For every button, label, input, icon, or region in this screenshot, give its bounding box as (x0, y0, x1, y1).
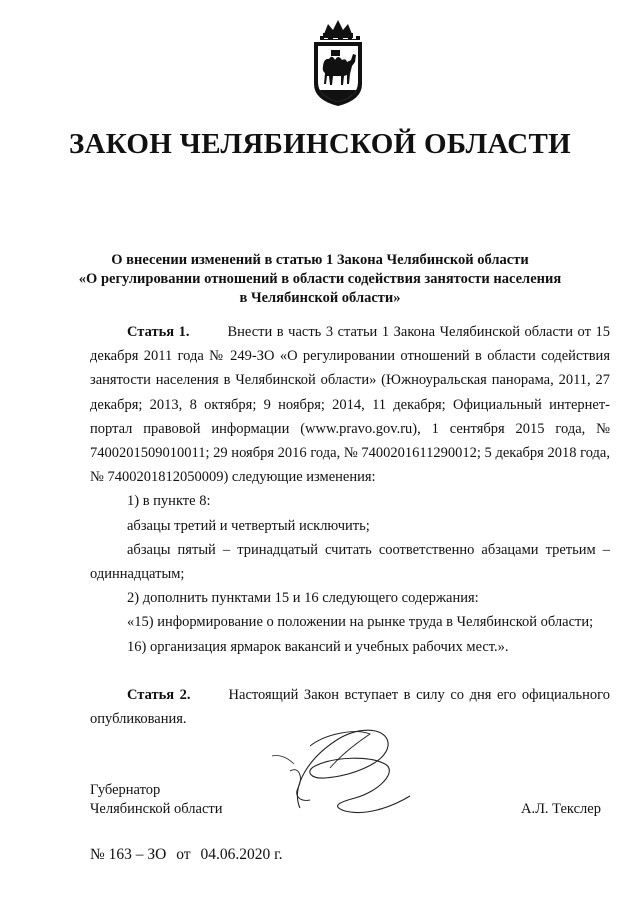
article-2-label: Статья 2. (127, 687, 191, 703)
article-1 (90, 320, 610, 659)
chelyabinsk-coat-of-arms-icon (298, 14, 378, 110)
list-item: 16) организация ярмарок вакансий и учебных рабочих мест.». (127, 638, 509, 655)
signatory-position (90, 781, 223, 819)
article-2-text: Настоящий Закон вступает в силу со дня его официального опубликования. (90, 687, 611, 728)
signature-icon (270, 716, 420, 828)
registration-date: 04.06.2020 г. (200, 846, 283, 863)
list-item: «15) информирование о положении на рынке труда в Челябинской области; (127, 614, 594, 631)
article-1-intro-text: Внести в часть 3 статьи 1 Закона Челябинской области от 15 декабря 2011 года № 249-ЗО «О регулировании отношений в области содействия занятости населения в Челябинской области» (Южноуральская панорама, 2011, 27 декабря; 2013, 8 октября; 9 ноября; 2014, 11 декабря; Официальный интернет-портал правовой информации (www.pravo.gov.ru), 1 сентября 2015 года, № 7400201509010011; 29 ноября 2016 года, № 7400201611290012; 5 декабря 2018 года, № 7400201812050009) следующие изменения: (90, 324, 610, 486)
subject-line: в Челябинской области» (239, 290, 401, 306)
subject-line: О внесении изменений в статью 1 Закона Челябинской области (111, 252, 529, 268)
registration-from: от (176, 846, 191, 863)
subject-line: «О регулировании отношений в области содействия занятости населения (78, 271, 562, 287)
registration-line (90, 845, 289, 864)
signatory-name: А.Л. Текслер (521, 801, 601, 817)
document-title: ЗАКОН ЧЕЛЯБИНСКОЙ ОБЛАСТИ (68, 128, 572, 160)
article-1-intro (90, 320, 610, 489)
law-subject (40, 251, 600, 308)
list-item: абзацы пятый – тринадцатый считать соответственно абзацами третьим – одиннадцатым; (90, 541, 610, 583)
article-1-label: Статья 1. (127, 324, 190, 340)
registration-number: № 163 – ЗО (90, 846, 167, 863)
list-item: 1) в пункте 8: (127, 493, 211, 510)
position-line: Челябинской области (90, 801, 223, 817)
list-item: 2) дополнить пунктами 15 и 16 следующего содержания: (127, 590, 479, 607)
list-item: абзацы третий и четвертый исключить; (127, 517, 370, 534)
position-line: Губернатор (90, 782, 161, 798)
